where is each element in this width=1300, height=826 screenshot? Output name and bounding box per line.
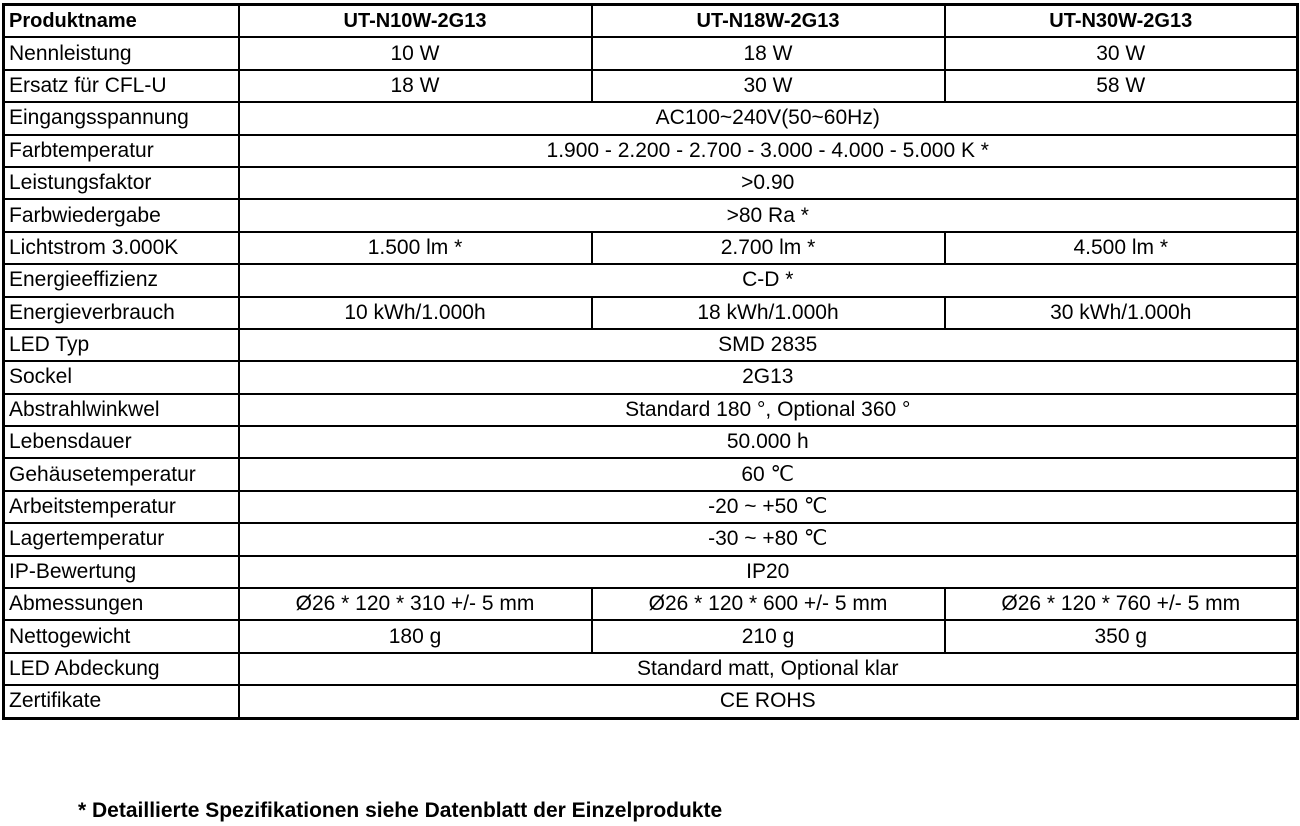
row-label: Abstrahlwinkwel bbox=[4, 394, 239, 426]
row-value-shared: 50.000 h bbox=[239, 426, 1298, 458]
row-label: Zertifikate bbox=[4, 685, 239, 718]
row-value-shared: 1.900 - 2.200 - 2.700 - 3.000 - 4.000 - 5.000 K * bbox=[239, 135, 1298, 167]
row-value: 18 kWh/1.000h bbox=[592, 297, 945, 329]
table-row bbox=[4, 620, 1298, 652]
table-row bbox=[4, 523, 1298, 555]
row-value: 180 g bbox=[239, 620, 592, 652]
row-value: 1.500 lm * bbox=[239, 232, 592, 264]
row-value: 10 kWh/1.000h bbox=[239, 297, 592, 329]
row-value: 210 g bbox=[592, 620, 945, 652]
table-row bbox=[4, 556, 1298, 588]
row-label: Gehäusetemperatur bbox=[4, 458, 239, 490]
table-row bbox=[4, 264, 1298, 296]
row-label: Farbwiedergabe bbox=[4, 199, 239, 231]
row-label: Abmessungen bbox=[4, 588, 239, 620]
row-value: 10 W bbox=[239, 37, 592, 69]
row-value-shared: C-D * bbox=[239, 264, 1298, 296]
header-row bbox=[4, 5, 1298, 38]
row-label: Lagertemperatur bbox=[4, 523, 239, 555]
row-label: LED Abdeckung bbox=[4, 653, 239, 685]
row-value-shared: -30 ~ +80 ℃ bbox=[239, 523, 1298, 555]
row-label: Farbtemperatur bbox=[4, 135, 239, 167]
table-row bbox=[4, 167, 1298, 199]
table-row bbox=[4, 426, 1298, 458]
table-row bbox=[4, 361, 1298, 393]
header-model: UT-N30W-2G13 bbox=[945, 5, 1298, 38]
row-label: Energieeffizienz bbox=[4, 264, 239, 296]
row-value: 30 W bbox=[945, 37, 1298, 69]
row-value: 18 W bbox=[239, 70, 592, 102]
row-value: 18 W bbox=[592, 37, 945, 69]
row-value: 350 g bbox=[945, 620, 1298, 652]
row-label: IP-Bewertung bbox=[4, 556, 239, 588]
row-value-shared: >80 Ra * bbox=[239, 199, 1298, 231]
row-label: Lebensdauer bbox=[4, 426, 239, 458]
row-value: Ø26 * 120 * 310 +/- 5 mm bbox=[239, 588, 592, 620]
row-label: Ersatz für CFL-U bbox=[4, 70, 239, 102]
table-row bbox=[4, 329, 1298, 361]
row-label: Lichtstrom 3.000K bbox=[4, 232, 239, 264]
table-row bbox=[4, 135, 1298, 167]
table-row bbox=[4, 102, 1298, 134]
row-label: Sockel bbox=[4, 361, 239, 393]
table-row bbox=[4, 232, 1298, 264]
row-label: LED Typ bbox=[4, 329, 239, 361]
row-value-shared: AC100~240V(50~60Hz) bbox=[239, 102, 1298, 134]
row-value: Ø26 * 120 * 760 +/- 5 mm bbox=[945, 588, 1298, 620]
table-row bbox=[4, 37, 1298, 69]
row-label: Nettogewicht bbox=[4, 620, 239, 652]
table-row bbox=[4, 685, 1298, 718]
row-value: 30 W bbox=[592, 70, 945, 102]
row-value: 2.700 lm * bbox=[592, 232, 945, 264]
row-value: Ø26 * 120 * 600 +/- 5 mm bbox=[592, 588, 945, 620]
row-value-shared: Standard matt, Optional klar bbox=[239, 653, 1298, 685]
table-row bbox=[4, 653, 1298, 685]
table-row bbox=[4, 588, 1298, 620]
table-row bbox=[4, 297, 1298, 329]
row-value-shared: SMD 2835 bbox=[239, 329, 1298, 361]
header-label: Produktname bbox=[4, 5, 239, 38]
row-label: Eingangsspannung bbox=[4, 102, 239, 134]
row-value-shared: Standard 180 °, Optional 360 ° bbox=[239, 394, 1298, 426]
row-value-shared: CE ROHS bbox=[239, 685, 1298, 718]
row-value-shared: 2G13 bbox=[239, 361, 1298, 393]
row-label: Arbeitstemperatur bbox=[4, 491, 239, 523]
row-label: Energieverbrauch bbox=[4, 297, 239, 329]
header-model: UT-N10W-2G13 bbox=[239, 5, 592, 38]
row-label: Nennleistung bbox=[4, 37, 239, 69]
row-label: Leistungsfaktor bbox=[4, 167, 239, 199]
spec-table bbox=[2, 3, 1299, 720]
row-value: 58 W bbox=[945, 70, 1298, 102]
row-value-shared: 60 ℃ bbox=[239, 458, 1298, 490]
row-value-shared: IP20 bbox=[239, 556, 1298, 588]
row-value-shared: -20 ~ +50 ℃ bbox=[239, 491, 1298, 523]
table-row bbox=[4, 491, 1298, 523]
row-value: 30 kWh/1.000h bbox=[945, 297, 1298, 329]
table-row bbox=[4, 394, 1298, 426]
header-model: UT-N18W-2G13 bbox=[592, 5, 945, 38]
table-row bbox=[4, 458, 1298, 490]
table-row bbox=[4, 199, 1298, 231]
spec-body bbox=[4, 37, 1298, 718]
row-value: 4.500 lm * bbox=[945, 232, 1298, 264]
row-value-shared: >0.90 bbox=[239, 167, 1298, 199]
footnote: * Detaillierte Spezifikationen siehe Datenblatt der Einzelprodukte bbox=[78, 799, 723, 822]
table-row bbox=[4, 70, 1298, 102]
